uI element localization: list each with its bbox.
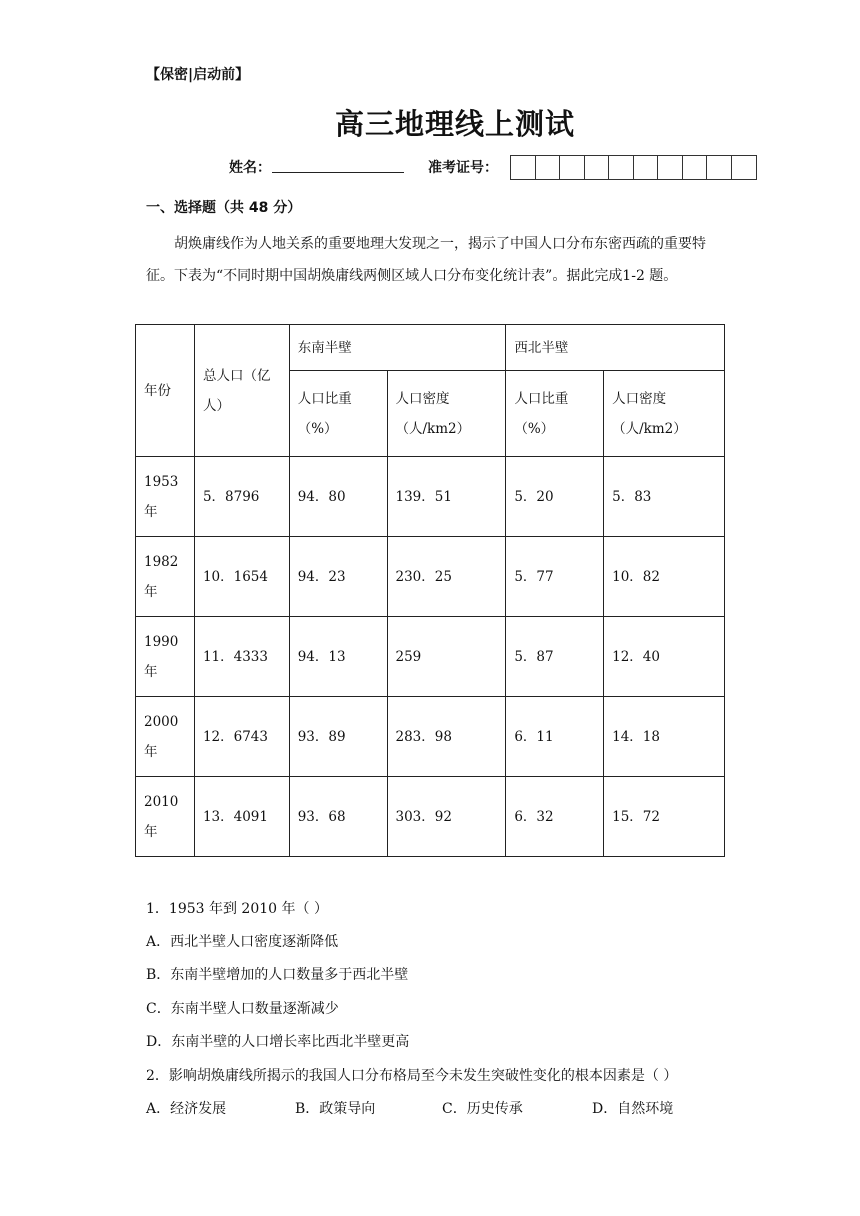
question-2-option-d[interactable]: D．自然环境	[592, 1101, 674, 1117]
cell-nw-density: 12．40	[604, 617, 725, 697]
question-2-option-a[interactable]: A．经济发展	[146, 1101, 227, 1117]
table-row	[136, 617, 725, 697]
cell-total: 11．4333	[194, 617, 289, 697]
exam-id-box[interactable]	[609, 156, 634, 179]
cell-year: 2000 年	[136, 697, 195, 777]
cell-total: 13．4091	[194, 777, 289, 857]
cell-nw-density: 5．83	[604, 457, 725, 537]
exam-id-label: 准考证号：	[428, 160, 498, 176]
header-total: 总人口（亿人）	[194, 325, 289, 457]
cell-nw-density: 10．82	[604, 537, 725, 617]
exam-id-box[interactable]	[536, 156, 561, 179]
exam-id-box[interactable]	[658, 156, 683, 179]
question-1-option-c[interactable]: C．东南半壁人口数量逐渐减少	[146, 1001, 339, 1017]
cell-total: 12．6743	[194, 697, 289, 777]
population-table	[135, 324, 725, 857]
cell-se-density: 230．25	[387, 537, 506, 617]
table-row	[136, 457, 725, 537]
question-2-option-b[interactable]: B．政策导向	[295, 1101, 376, 1117]
cell-se-share: 94．23	[289, 537, 387, 617]
exam-id-box[interactable]	[732, 156, 757, 179]
header-northwest: 西北半壁	[506, 325, 725, 371]
question-1-option-b[interactable]: B．东南半壁增加的人口数量多于西北半壁	[146, 967, 409, 983]
cell-nw-density: 14．18	[604, 697, 725, 777]
intro-paragraph: 胡焕庸线作为人地关系的重要地理大发现之一，揭示了中国人口分布东密西疏的重要特征。下表为“不同时期中国胡焕庸线两侧区域人口分布变化统计表”。据此完成1-2 题。	[146, 236, 706, 284]
cell-nw-share: 6．32	[506, 777, 604, 857]
confidential-tag: 【保密|启动前】	[146, 67, 250, 83]
header-southeast: 东南半壁	[289, 325, 506, 371]
table-row	[136, 697, 725, 777]
exam-id-box[interactable]	[634, 156, 659, 179]
exam-id-box[interactable]	[585, 156, 610, 179]
cell-se-density: 259	[387, 617, 506, 697]
header-se-density: 人口密度（人/km2）	[387, 371, 506, 457]
exam-id-box[interactable]	[707, 156, 732, 179]
exam-id-box[interactable]	[683, 156, 708, 179]
exam-id-boxes[interactable]	[510, 155, 757, 180]
cell-year: 2010 年	[136, 777, 195, 857]
header-nw-density: 人口密度（人/km2）	[604, 371, 725, 457]
cell-se-density: 283．98	[387, 697, 506, 777]
cell-year: 1953 年	[136, 457, 195, 537]
section-heading: 一、选择题（共 48 分）	[146, 200, 302, 216]
name-label: 姓名：	[229, 160, 271, 176]
cell-nw-share: 6．11	[506, 697, 604, 777]
cell-se-share: 93．89	[289, 697, 387, 777]
cell-se-density: 303．92	[387, 777, 506, 857]
cell-se-share: 93．68	[289, 777, 387, 857]
question-1-stem: 1．1953 年到 2010 年（ ）	[146, 901, 328, 917]
cell-se-share: 94．13	[289, 617, 387, 697]
exam-id-box[interactable]	[560, 156, 585, 179]
page-title: 高三地理线上测试	[334, 107, 575, 141]
cell-year: 1982 年	[136, 537, 195, 617]
header-nw-share: 人口比重（%）	[506, 371, 604, 457]
cell-se-share: 94．80	[289, 457, 387, 537]
cell-nw-density: 15．72	[604, 777, 725, 857]
cell-nw-share: 5．20	[506, 457, 604, 537]
question-2-option-c[interactable]: C．历史传承	[442, 1101, 523, 1117]
name-field[interactable]	[272, 172, 404, 173]
cell-year: 1990 年	[136, 617, 195, 697]
cell-nw-share: 5．87	[506, 617, 604, 697]
question-1-option-d[interactable]: D．东南半壁的人口增长率比西北半壁更高	[146, 1034, 410, 1050]
question-1-option-a[interactable]: A．西北半壁人口密度逐渐降低	[146, 934, 339, 950]
table-row	[136, 777, 725, 857]
header-year: 年份	[136, 325, 195, 457]
question-2-stem: 2．影响胡焕庸线所揭示的我国人口分布格局至今未发生突破性变化的根本因素是（ ）	[146, 1068, 678, 1084]
cell-total: 5．8796	[194, 457, 289, 537]
cell-se-density: 139．51	[387, 457, 506, 537]
question-2-options	[146, 1098, 766, 1118]
exam-id-box[interactable]	[511, 156, 536, 179]
cell-total: 10．1654	[194, 537, 289, 617]
header-se-share: 人口比重（%）	[289, 371, 387, 457]
cell-nw-share: 5．77	[506, 537, 604, 617]
table-row	[136, 537, 725, 617]
